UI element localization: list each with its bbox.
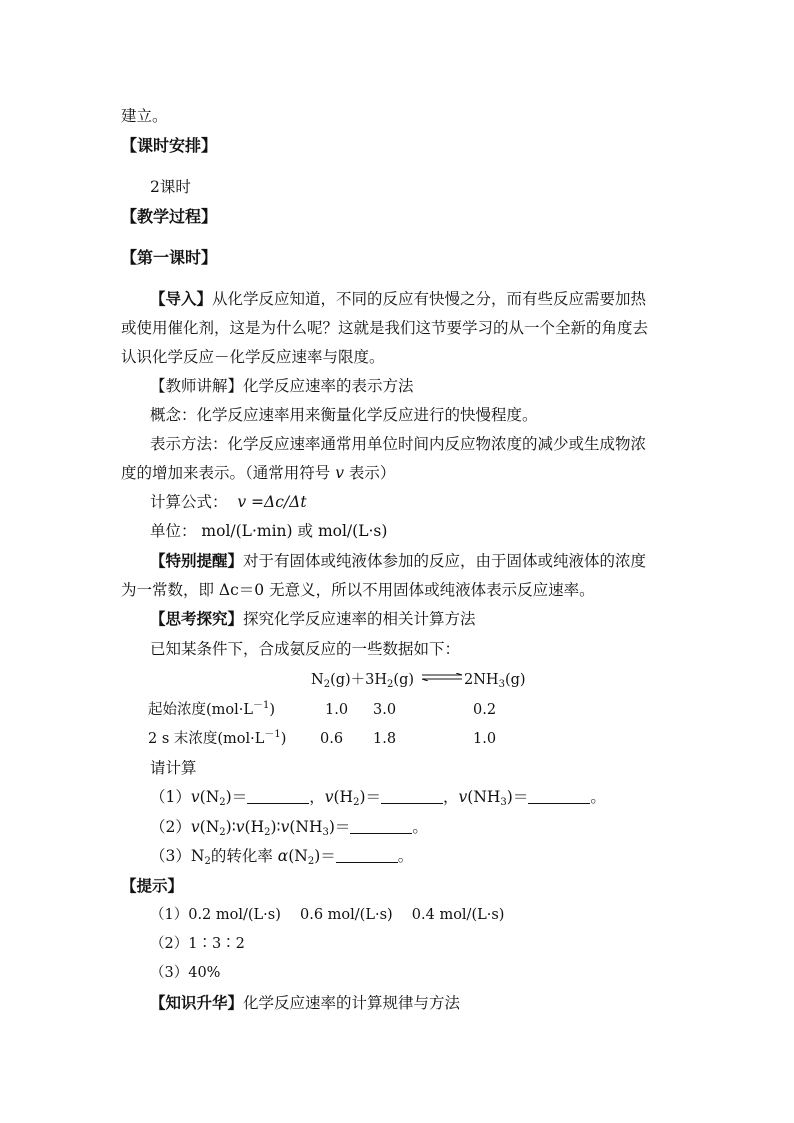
method-text-b: 表示）: [343, 464, 396, 482]
q3-prefix: （3）N: [150, 847, 205, 865]
intro-line-2: 或使用催化剂，这是为什么呢？这就是我们这节要学习的从一个全新的角度去: [121, 319, 649, 337]
special-line-1: [150, 551, 646, 571]
concept-line: 概念：化学反应速率用来衡量化学反应进行的快慢程度。: [150, 406, 538, 424]
section-heading-first-lesson: 【第一课时】: [121, 248, 218, 267]
answer-3: （3）40%: [150, 965, 221, 981]
reaction-g3: (g): [504, 672, 526, 688]
row1-label-text: 起始浓度(mol·L: [148, 702, 254, 718]
q2-v2: v: [235, 818, 245, 836]
q1-sep2: ，: [443, 788, 459, 806]
q2-h: (H: [244, 818, 265, 836]
q2-close1: ): [225, 818, 232, 836]
q2-colon1: ∶: [231, 818, 236, 836]
q1-n-sub: 2: [219, 797, 226, 808]
formula-label: 计算公式：: [150, 493, 228, 511]
row1-exp: －1: [253, 700, 270, 711]
reaction-plus-h2: (g)＋3H: [330, 672, 388, 688]
upgrade-text: 化学反应速率的计算规律与方法: [243, 994, 461, 1012]
q1-h-sub: 2: [353, 797, 360, 808]
q1-end: 。: [590, 788, 606, 806]
reaction-g2: (g): [393, 672, 415, 688]
think-line: [150, 609, 476, 629]
equilibrium-arrow-icon: [420, 673, 464, 681]
table-cell: 1.0: [325, 702, 349, 718]
teacher-tag: 【教师讲解】: [150, 377, 244, 395]
reaction-equation: [311, 670, 526, 690]
q3-n-sub: 2: [204, 856, 211, 867]
known-line: 已知某条件下，合成氨反应的一些数据如下：: [150, 640, 461, 658]
question-1: [150, 787, 606, 807]
intro-text-1: 从化学反应知道，不同的反应有快慢之分，而有些反应需要加热: [212, 290, 647, 308]
row2-close: ): [280, 731, 287, 747]
row1-close: ): [269, 702, 276, 718]
q3-n-sub2: 2: [307, 856, 315, 867]
q2-prefix: （2）: [150, 818, 191, 836]
answer-blank: [350, 819, 412, 834]
method-line-1: 表示方法：化学反应速率通常用单位时间内反应物浓度的减少或生成物浓: [150, 435, 647, 453]
reaction-nh3-sub: 3: [498, 679, 505, 690]
formula-line: [150, 492, 307, 512]
special-tag: 【特别提醒】: [150, 551, 244, 570]
q2-n-sub: 2: [219, 827, 226, 838]
answer-1: （1）0.2 mol/(L·s) 0.6 mol/(L·s) 0.4 mol/(L·s): [150, 907, 505, 923]
table-cell: 3.0: [373, 702, 397, 718]
q1-eq2: )＝: [359, 788, 381, 806]
q2-v3: v: [280, 818, 290, 836]
text-line: 建立。: [121, 107, 168, 125]
q1-sep1: ，: [309, 788, 325, 806]
reaction-n2: N: [311, 672, 324, 688]
q2-nh: (NH: [289, 818, 323, 836]
row2-label-text: 2 s 末浓度(mol·L: [148, 731, 265, 747]
formula-expression: v =Δc/Δt: [237, 493, 307, 511]
q2-close2: ): [270, 818, 277, 836]
question-2: [150, 817, 428, 837]
upgrade-tag: 【知识升华】: [150, 993, 244, 1012]
q3-alpha: α: [277, 847, 289, 865]
answer-blank: [528, 789, 590, 804]
method-symbol-v: v: [335, 464, 344, 482]
q2-nh-sub: 3: [322, 827, 329, 838]
special-line-2: 为一常数，即 Δc＝0 无意义，所以不用固体或纯液体表示反应速率。: [121, 581, 595, 599]
unit-line: 单位： mol/(L·min) 或 mol/(L·s): [150, 522, 388, 540]
q1-v3: v: [458, 788, 468, 806]
method-line-2: [121, 463, 395, 483]
ask-line: 请计算: [150, 759, 197, 777]
table-cell: 0.6: [320, 731, 344, 747]
table-cell: 0.2: [473, 702, 497, 718]
special-text-1: 对于有固体或纯液体参加的反应，由于固体或纯液体的浓度: [243, 552, 647, 570]
q1-nh-sub: 3: [500, 797, 507, 808]
q1-n: (N: [199, 788, 220, 806]
teacher-text: 化学反应速率的表示方法: [243, 377, 414, 395]
table-cell: 1.8: [373, 731, 397, 747]
think-text: 探究化学反应速率的相关计算方法: [243, 610, 476, 628]
table-row-1-label: [148, 700, 275, 720]
answer-blank: [247, 789, 309, 804]
q3-n: (N: [288, 847, 308, 865]
reaction-n2-sub: 2: [323, 679, 331, 690]
hint-heading: 【提示】: [121, 876, 184, 895]
answer-blank: [381, 789, 443, 804]
q1-prefix: （1）: [150, 788, 191, 806]
q2-v1: v: [190, 818, 200, 836]
q2-eq: )＝: [328, 818, 351, 836]
method-text-a: 度的增加来表示。（通常用符号: [121, 464, 336, 482]
q1-h: (H: [333, 788, 354, 806]
table-row-2-label: [148, 729, 286, 749]
q1-eq1: )＝: [225, 788, 248, 806]
q2-colon2: ∶: [276, 818, 281, 836]
section-heading-schedule: 【课时安排】: [121, 136, 218, 155]
table-cell: 1.0: [473, 731, 497, 747]
answer-2: （2）1∶3∶2: [150, 936, 245, 952]
q1-eq3: )＝: [506, 788, 529, 806]
think-tag: 【思考探究】: [150, 609, 244, 628]
section-heading-process: 【教学过程】: [121, 207, 218, 226]
answer-blank: [336, 848, 398, 863]
intro-line-3: 认识化学反应－化学反应速率与限度。: [121, 348, 385, 366]
q1-v1: v: [190, 788, 200, 806]
intro-line-1: [150, 289, 646, 309]
q2-n: (N: [199, 818, 220, 836]
upgrade-line: [150, 993, 460, 1013]
q3-mid: 的转化率: [210, 847, 278, 865]
reaction-nh3: 2NH: [464, 672, 499, 688]
reaction-h2-sub: 2: [387, 679, 394, 690]
q3-eq: )＝: [314, 847, 336, 865]
q1-v2: v: [324, 788, 334, 806]
row2-exp: －1: [264, 729, 281, 740]
q1-nh: (NH: [467, 788, 501, 806]
q2-end: 。: [412, 818, 428, 836]
schedule-value: 2课时: [150, 178, 191, 196]
teacher-line: [150, 376, 414, 396]
question-3: [150, 846, 413, 866]
q3-end: 。: [397, 847, 414, 865]
intro-tag: 【导入】: [150, 289, 213, 308]
q2-h-sub: 2: [264, 827, 271, 838]
